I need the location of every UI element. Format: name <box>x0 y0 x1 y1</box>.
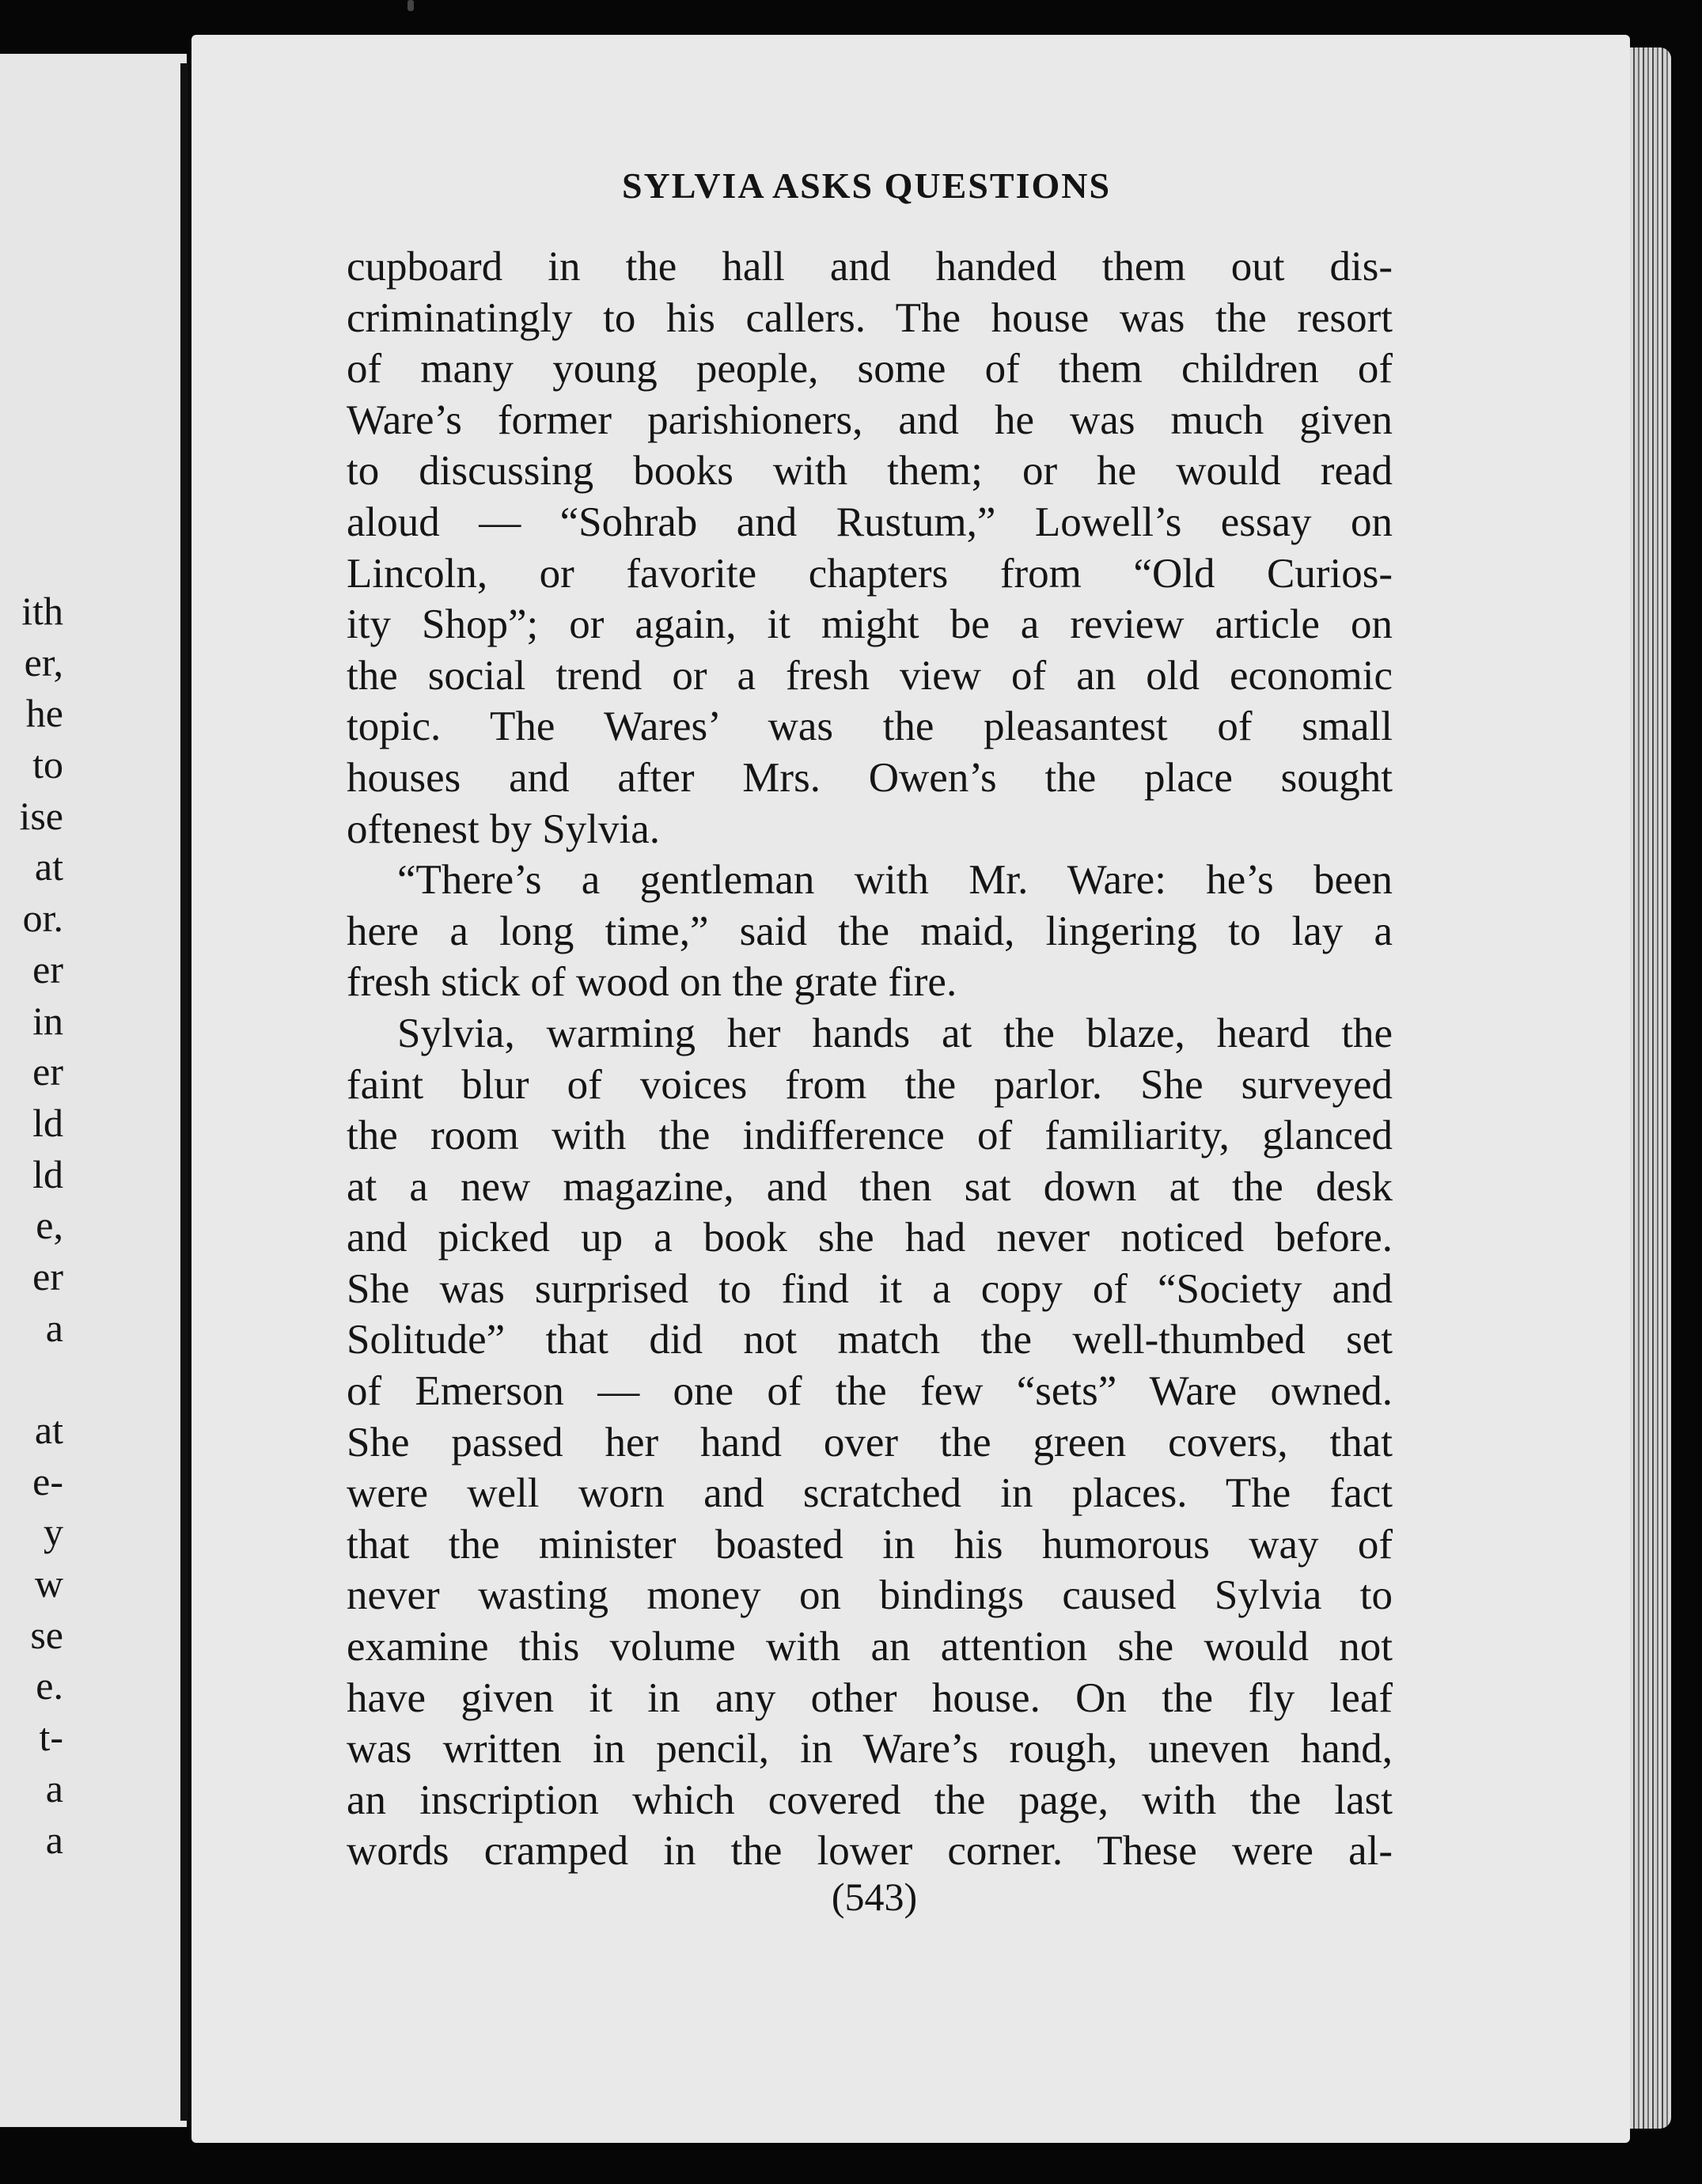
left-fragment: a <box>45 1765 63 1811</box>
text-line: never wasting money on bindings caused Sylvia to <box>347 1572 1393 1619</box>
dust-speck <box>407 0 414 11</box>
text-line: of Emerson — one of the few “sets” Ware owned. <box>347 1368 1393 1415</box>
text-line: She was surprised to find it a copy of “Society and <box>347 1265 1393 1312</box>
text-line: Ware’s former parishioners, and he was much given <box>347 396 1393 443</box>
text-line: the social trend or a fresh view of an old economic <box>347 652 1393 699</box>
text-line: faint blur of voices from the parlor. She surveyed <box>347 1061 1393 1108</box>
left-fragment: to <box>32 742 63 787</box>
left-fragment: t- <box>39 1715 63 1760</box>
text-line: the room with the indifference of familiarity, glanced <box>347 1113 1393 1159</box>
left-fragment: he <box>25 691 63 736</box>
text-line: aloud — “Sohrab and Rustum,” Lowell’s essay on <box>347 499 1393 545</box>
text-line: to discussing books with them; or he would read <box>347 448 1393 495</box>
left-page-gutter <box>180 63 188 2121</box>
text-line: cupboard in the hall and handed them out dis- <box>347 244 1393 290</box>
left-fragment: ld <box>32 1100 63 1145</box>
text-line: oftenest by Sylvia. <box>347 806 660 852</box>
text-line: criminatingly to his callers. The house was the resort <box>347 294 1393 341</box>
text-line: Sylvia, warming her hands at the blaze, heard the <box>397 1010 1393 1056</box>
text-line: ity Shop”; or again, it might be a review article on <box>347 601 1393 648</box>
text-line: that the minister boasted in his humorous way of <box>347 1521 1393 1568</box>
text-line: Lincoln, or favorite chapters from “Old Curios- <box>347 550 1393 597</box>
text-line: an inscription which covered the page, with the last <box>347 1776 1393 1823</box>
left-fragment: y <box>44 1510 63 1555</box>
text-line: fresh stick of wood on the grate fire. <box>347 959 957 1006</box>
page-body <box>347 241 1393 1877</box>
page-number: (543) <box>831 1875 918 1919</box>
left-fragment: er, <box>24 639 63 684</box>
left-fragment: er <box>32 1253 63 1299</box>
left-page-text-fragments <box>0 586 63 1865</box>
text-line: topic. The Wares’ was the pleasantest of small <box>347 703 1393 750</box>
left-fragment: e- <box>32 1458 63 1503</box>
left-fragment: se <box>30 1612 63 1657</box>
left-fragment: at <box>34 844 63 889</box>
text-line: and picked up a book she had never noticed before. <box>347 1215 1393 1261</box>
text-line: at a new magazine, and then sat down at the desk <box>347 1163 1393 1210</box>
left-fragment: ith <box>21 589 63 633</box>
left-fragment: e. <box>36 1663 63 1708</box>
left-fragment: er <box>32 946 63 992</box>
left-fragment: at <box>34 1408 63 1452</box>
left-fragment: ise <box>19 793 63 838</box>
text-line: have given it in any other house. On the fly leaf <box>347 1674 1393 1721</box>
text-line: “There’s a gentleman with Mr. Ware: he’s been <box>397 857 1393 904</box>
text-line: Solitude” that did not match the well-thumbed set <box>347 1317 1393 1363</box>
text-line: were well worn and scratched in places. The fact <box>347 1470 1393 1517</box>
left-fragment <box>0 1353 63 1405</box>
left-fragment: a <box>45 1305 63 1350</box>
text-line: here a long time,” said the maid, lingering to lay a <box>347 908 1393 954</box>
left-fragment: ld <box>32 1151 63 1196</box>
text-line: examine this volume with an attention she would not <box>347 1624 1393 1670</box>
text-line: words cramped in the lower corner. These were al- <box>347 1828 1393 1875</box>
running-header: SYLVIA ASKS QUESTIONS <box>621 165 1112 206</box>
left-fragment: a <box>45 1817 63 1862</box>
left-fragment: e, <box>36 1203 63 1248</box>
text-line: of many young people, some of them children of <box>347 346 1393 392</box>
left-fragment: in <box>32 998 63 1043</box>
left-fragment: er <box>32 1049 63 1094</box>
text-line: was written in pencil, in Ware’s rough, uneven hand, <box>347 1726 1393 1773</box>
text-line: houses and after Mrs. Owen’s the place sought <box>347 754 1393 801</box>
left-fragment: or. <box>22 896 63 941</box>
left-fragment: w <box>34 1561 63 1606</box>
text-line: She passed her hand over the green covers, that <box>347 1419 1393 1465</box>
